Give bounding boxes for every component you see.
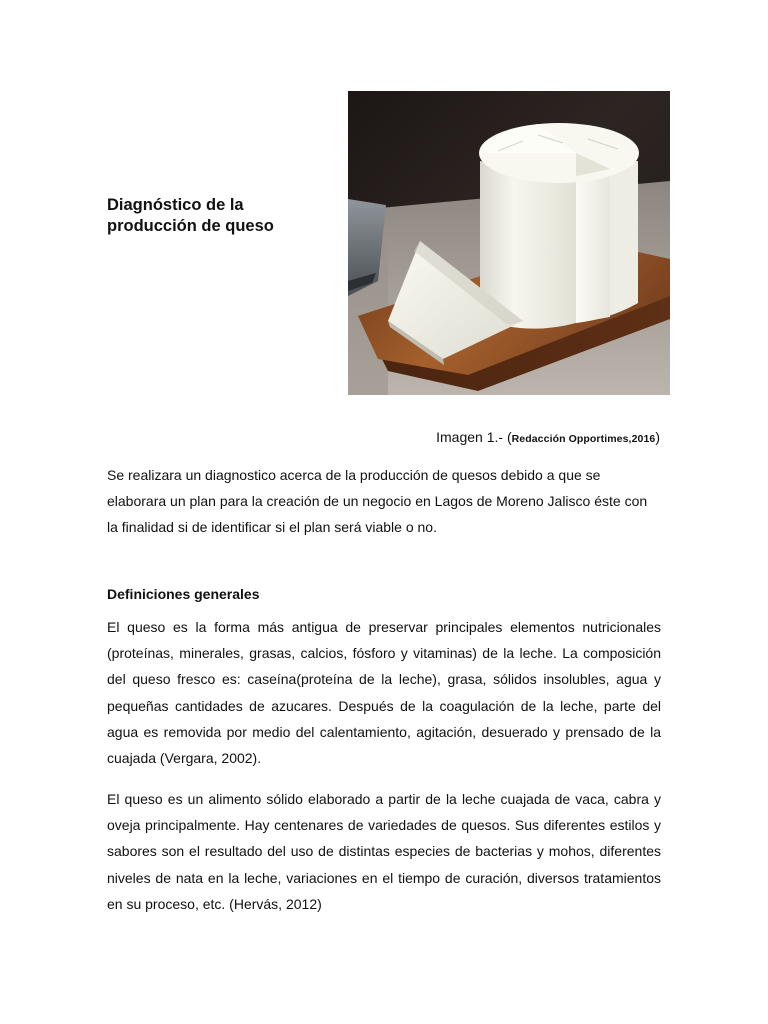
definitions-paragraph-2: El queso es un alimento sólido elaborado a partir de la leche cuajada de vaca, cabra y oveja principalmente. Hay centenares de variedades de quesos. Sus diferentes estilos y sabores son el resultado del uso de distintas especies de bacterias y mohos, diferentes niveles de nata en la leche, variaciones en el tiempo de curación, diversos tratamientos en su proceso, etc. (Hervás, 2012) — [107, 791, 661, 912]
caption-suffix: ) — [655, 429, 660, 445]
title-line-2: producción de queso — [107, 217, 274, 235]
section-heading: Definiciones generales — [107, 586, 260, 602]
caption-prefix: Imagen 1.- ( — [436, 429, 512, 445]
definitions-paragraph-1: El queso es la forma más antigua de preservar principales elementos nutricionales (proteínas, minerales, grasas, calcios, fósforo y vitaminas) de la leche. La composición del queso fresco es: caseína(proteína de la leche), grasa, sólidos insolubles, agua y pequeñas cantidades de azucares. Después de la coagulación de la leche, parte del agua es removida por medio del calentamiento, agitación, desuerado y prensado de la cuajada (Vergara, 2002). — [107, 619, 661, 767]
image-caption — [436, 428, 660, 448]
title-line-1: Diagnóstico de la — [107, 196, 244, 214]
intro-paragraph: Se realizara un diagnostico acerca de la producción de quesos debido a que se elaborara un plan para la creación de un negocio en Lagos de Moreno Jalisco éste con la finalidad si de identificar si el plan será viable o no. — [107, 467, 648, 536]
document-title — [107, 195, 337, 237]
cheese-photo — [348, 91, 670, 395]
caption-source: Redacción Opportimes,2016 — [511, 433, 656, 445]
